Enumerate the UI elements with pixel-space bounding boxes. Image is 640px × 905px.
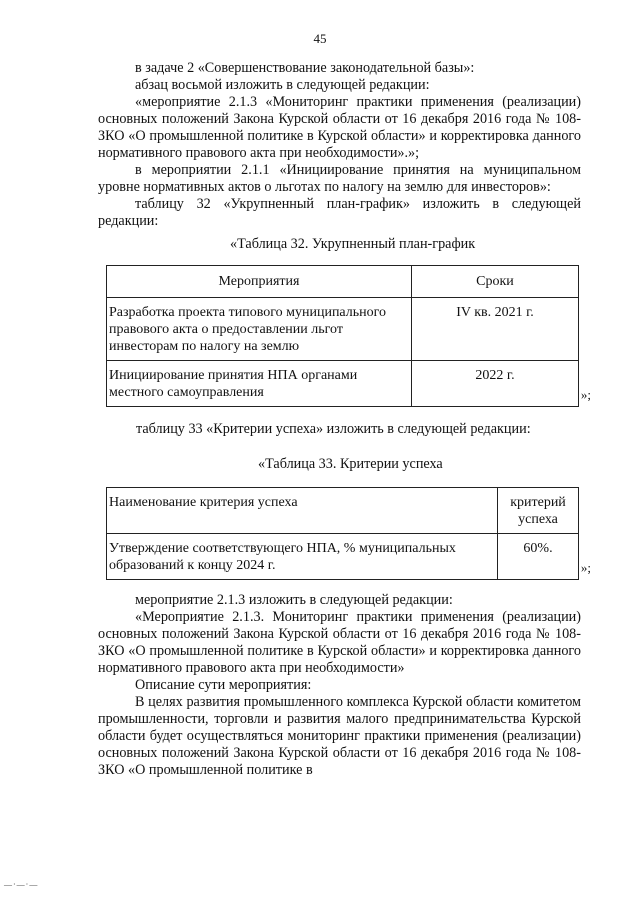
document-body xyxy=(98,60,591,779)
table-header-cell: критерий успеха xyxy=(498,488,579,534)
paragraph-task2: в задаче 2 «Совершенствование законодательной базы»: xyxy=(135,60,475,76)
table-row xyxy=(107,298,579,361)
table33-closing-quote: »; xyxy=(580,560,591,575)
table32-closing-quote: »; xyxy=(580,387,591,402)
table32-wrapper xyxy=(106,265,591,407)
table-cell: IV кв. 2021 г. xyxy=(412,298,579,361)
paragraph-measure-213-quote: «мероприятие 2.1.3 «Мониторинг практики применения (реализации) основных положений Закона Курской области от 16 декабря 2016 года № 108-ЗКО «О промышленной политике в Курской области» и корректировка данного нормативного правового акта при необходимости».»; xyxy=(98,94,581,161)
paragraph-table33-intro: таблицу 33 «Критерии успеха» изложить в следующей редакции: xyxy=(136,421,531,437)
paragraph-measure-213-edit: мероприятие 2.1.3 изложить в следующей редакции: xyxy=(135,592,453,608)
footer-scan-mark: —·—·— xyxy=(4,880,39,889)
table33-caption: «Таблица 33. Критерии успеха xyxy=(258,456,443,472)
table-header-cell: Наименование критерия успеха xyxy=(107,488,498,534)
table32-caption: «Таблица 32. Укрупненный план-график xyxy=(230,236,476,252)
table-cell: 60%. xyxy=(498,534,579,580)
paragraph-measure-213-title: «Мероприятие 2.1.3. Мониторинг практики применения (реализации) основных положений Закона Курской области от 16 декабря 2016 года № 108-ЗКО «О промышленной политике в Курской области» и корректировка данного нормативного правового акта при необходимости» xyxy=(98,609,581,676)
table32 xyxy=(106,265,579,407)
table33-wrapper xyxy=(106,487,591,580)
table-header-cell: Мероприятия xyxy=(107,266,412,298)
paragraph-abzac: абзац восьмой изложить в следующей редакции: xyxy=(135,77,430,93)
paragraph-measure-211: в мероприятии 2.1.1 «Инициирование принятия на муниципальном уровне нормативных актов о льготах по налогу на землю для инвесторов»: xyxy=(98,162,581,195)
table-row xyxy=(107,534,579,580)
paragraph-table32-intro: таблицу 32 «Укрупненный план-график» изложить в следующей редакции: xyxy=(98,196,581,229)
table-cell: Инициирование принятия НПА органами местного самоуправления xyxy=(107,361,412,407)
table-cell: Разработка проекта типового муниципального правового акта о предоставлении льгот инвесторам по налогу на землю xyxy=(107,298,412,361)
table-cell: 2022 г. xyxy=(412,361,579,407)
table33 xyxy=(106,487,579,580)
table-header-cell: Сроки xyxy=(412,266,579,298)
table-cell: Утверждение соответствующего НПА, % муниципальных образований к концу 2024 г. xyxy=(107,534,498,580)
table-header-row xyxy=(107,266,579,298)
paragraph-description-body: В целях развития промышленного комплекса Курской области комитетом промышленности, торговли и развития малого предпринимательства Курской области будет осуществляться мониторинг практики применения (реализации) основных положений Закона Курской области от 16 декабря 2016 года № 108-ЗКО «О промышленной политике в xyxy=(98,694,581,778)
table-header-row xyxy=(107,488,579,534)
page-number: 45 xyxy=(313,31,327,46)
paragraph-description-heading: Описание сути мероприятия: xyxy=(135,677,312,693)
table-row xyxy=(107,361,579,407)
